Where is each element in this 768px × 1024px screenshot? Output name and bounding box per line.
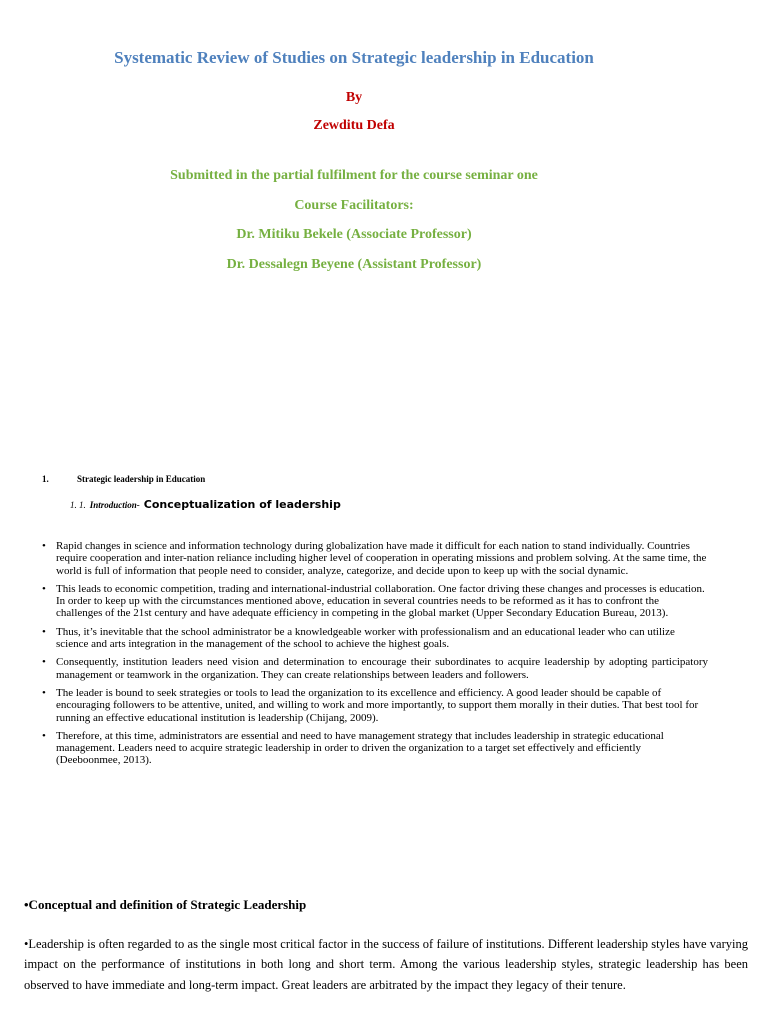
list-item-text: Consequently, institution leaders need vision and determination to encourage their subordinates to acquire leadership by adopting participatory management or teamwork in the organization. They can create relationships between leaders and followers.: [56, 656, 708, 681]
section-1-1-label: Introduction-: [89, 500, 140, 510]
section-1-1-heading: [70, 498, 341, 511]
list-item-text: The leader is bound to seek strategies or tools to lead the organization to its excellence and efficiency. A good leader should be capable of encouraging followers to be attentive, united, and willing to work and more importantly, to support them morally in their duties. That best tool for running an effective educational institution is leadership (Chijang, 2009).: [56, 686, 699, 724]
bullet-icon: •: [42, 582, 46, 595]
facilitator-1: Dr. Mitiku Bekele (Associate Professor): [236, 227, 472, 242]
bullet-icon: •: [42, 729, 46, 742]
facilitator-2: Dr. Dessalegn Beyene (Assistant Professor): [226, 257, 482, 272]
section-1-number: 1.: [42, 474, 49, 484]
bullet-icon: •: [42, 540, 46, 552]
section-1-heading: [42, 474, 205, 484]
list-item-text: Rapid changes in science and information technology during globalization have made it difficult for each nation to stand individually. Countries require cooperation and inter-nation reliance including higher level of cooperation in operating missions and problem solving. At the same time, the world is full of information that people need to consider, analyze, categorize, and decide upon to keep up with the social dynamic.: [56, 540, 707, 577]
list-item: [40, 583, 708, 620]
list-item-text: This leads to economic competition, trading and international-industrial collaboration. One factor driving these changes and processes is education. In order to keep up with the circumstances mentioned above, education in several countries needs to be reformed as it has to confront the challenges of the 21st century and have adequate efficiency in competing in the global market (Upper Secondary Education Bureau, 2013).: [56, 582, 705, 620]
by-label: By: [345, 90, 363, 105]
bullet-icon: •: [42, 686, 46, 699]
bullet-icon: •: [42, 656, 46, 669]
concept-paragraph: •Leadership is often regarded to as the single most critical factor in the success of failure of institutions. Different leadership styles have varying impact on the performance of institutions in both long and short term. Among the various leadership styles, strategic leadership has been observed to have immediate and long-term impact. Great leaders are arbitrated by the impact they legacy of their tenure.: [24, 937, 748, 992]
list-item: [40, 687, 708, 724]
list-item: [40, 656, 708, 681]
list-item: [40, 730, 708, 767]
bullet-icon: •: [42, 625, 46, 638]
author-name: Zewditu Defa: [313, 118, 395, 133]
document-title: Systematic Review of Studies on Strategic leadership in Education: [114, 48, 594, 67]
bullet-list: [40, 540, 708, 773]
submission-note: Submitted in the partial fulfilment for the course seminar one: [170, 168, 538, 183]
list-item: [40, 540, 708, 577]
list-item-text: Thus, it’s inevitable that the school administrator be a knowledgeable worker with professionalism and an educational leader who can utilize science and arts integration in the management of the school to achieve the highest goals.: [56, 625, 675, 651]
list-item: [40, 626, 708, 651]
section-1-1-title: Conceptualization of leadership: [143, 498, 341, 511]
list-item-text: Therefore, at this time, administrators are essential and need to have management strategy that includes leadership in strategic educational management. Leaders need to acquire strategic leadership in order to driven the organization to a target set effectively and efficiently (Deeboonmee, 2013).: [56, 729, 664, 767]
concept-heading: •Conceptual and definition of Strategic Leadership: [24, 897, 307, 912]
facilitators-label: Course Facilitators:: [294, 198, 414, 213]
section-1-title: Strategic leadership in Education: [77, 474, 206, 484]
section-1-1-number: 1. 1.: [70, 500, 86, 510]
